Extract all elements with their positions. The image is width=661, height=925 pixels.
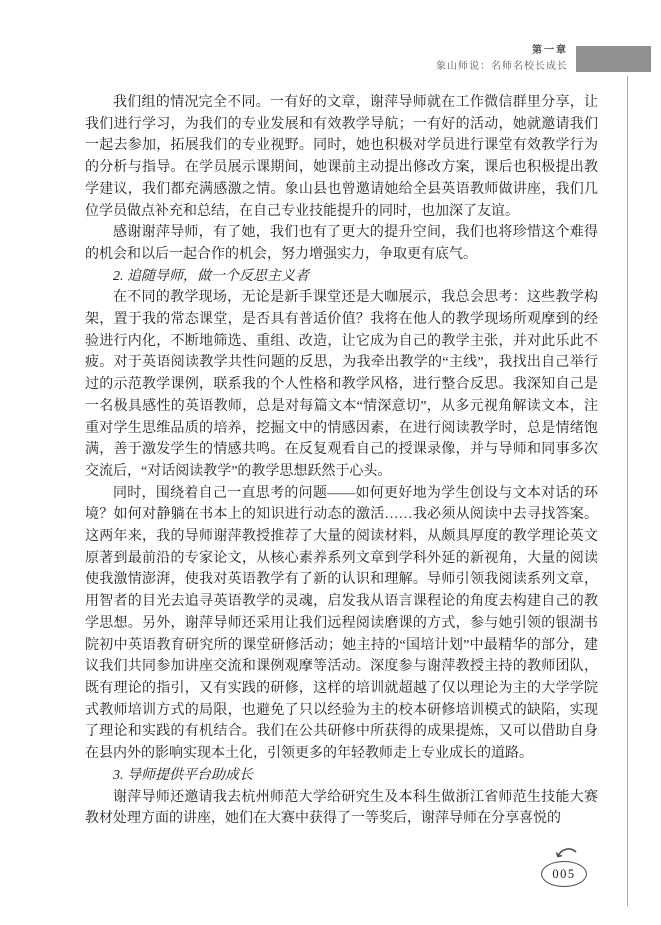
section-heading: 3. 导师提供平台助成长 xyxy=(113,767,253,783)
paragraph: 同时，围绕着自己一直思考的问题——如何更好地为学生创设与文本对话的环境？如何对静躺在书本上的知识进行动态的激活……我必须从阅读中去寻找答案。这两年来，我的导师谢萍教授推荐了大量的阅读材料，从颇具厚度的教学理论英文原著到最前沿的专家论文，从核心素养系列文章到学科外延的新视角，大量的阅读使我激情澎湃，使我对英语教学有了新的认识和理解。导师引领我阅读系列文章，用智者的目光去追寻英语教学的灵魂，启发我从语言课程论的角度去构建自己的教学思想。另外，谢萍导师还采用让我们远程阅读磨课的方式，参与她引领的银湖书院初中英语教育研究所的课堂研修活动；她主持的“国培计划”中最精华的部分，建议我们共同参加讲座交流和课例观摩等活动。深度参与谢萍教授主持的教师团队，既有理论的指引，又有实践的研修，这样的培训就超越了仅以理论为主的大学学院式教师培训方式的局限，也避免了只以经验为主的校本研修培训模式的缺陷，实现了理论和实践的有机结合。我们在公共研修中所获得的成果提炼，又可以借助自身在县内外的影响实现本土化，引领更多的年轻教师走上专业成长的道路。 xyxy=(85,485,598,762)
curved-arrow-icon xyxy=(555,845,579,859)
chapter-subtitle: 象山师说：名师名校长成长 xyxy=(436,61,568,72)
page-number: 005 xyxy=(552,866,576,881)
page-number-badge xyxy=(541,861,587,887)
paragraph: 谢萍导师还邀请我去杭州师范大学给研究生及本科生做浙江省师范生技能大赛教材处理方面的讲座，她们在大赛中获得了一等奖后，谢萍导师在分享喜悦的 xyxy=(85,789,598,827)
page-header xyxy=(436,45,651,73)
header-decoration-block xyxy=(576,46,651,72)
paragraph: 感谢谢萍导师，有了她，我们也有了更大的提升空间，我们也将珍惜这个难得的机会和以后一起合作的机会，努力增强实力，争取更有底气。 xyxy=(85,225,598,262)
page-body xyxy=(85,92,598,830)
paragraph: 在不同的教学现场，无论是新手课堂还是大咖展示，我总会思考：这些教学构架，置于我的常态课堂，是否具有普适价值？我将在他人的教学现场所观摩到的经验进行内化，不断地筛选、重组、改造，让它成为自己的教学主张，并对此乐此不疲。对于英语阅读教学共性问题的反思，为我牵出教学的“主线”，我找出自己举行过的示范教学课例，联系我的个人性格和教学风格，进行整合反思。我深知自己是一名极具感性的英语教师，总是对每篇文本“情深意切”，从多元视角解读文本，注重对学生思维品质的培养，挖掘文中的情感因素，在进行阅读教学时，总是情绪饱满，善于激发学生的情感共鸣。在反复观看自己的授课录像，并与导师和同事多次交流后，“对话阅读教学”的教学思想跃然于心头。 xyxy=(85,290,598,479)
header-text xyxy=(436,45,568,73)
paragraph: 我们组的情况完全不同。一有好的文章，谢萍导师就在工作微信群里分享，让我们进行学习，为我们的专业发展和有效教学导航；一有好的活动，她就邀请我们一起去参加，拓展我们的专业视野。同时，她也积极对学员进行课堂有效教学行为的分析与指导。在学员展示课期间，她课前主动提出修改方案，课后也积极提出教学建议，我们都充满感激之情。象山县也曾邀请她给全县英语教师做讲座，我们几位学员做点补充和总结，在自己专业技能提升的同时，也加深了友谊。 xyxy=(85,95,598,219)
section-heading: 2. 追随导师，做一个反思主义者 xyxy=(113,268,309,284)
right-margin-rule xyxy=(627,76,628,906)
chapter-label: 第一章 xyxy=(532,45,568,56)
